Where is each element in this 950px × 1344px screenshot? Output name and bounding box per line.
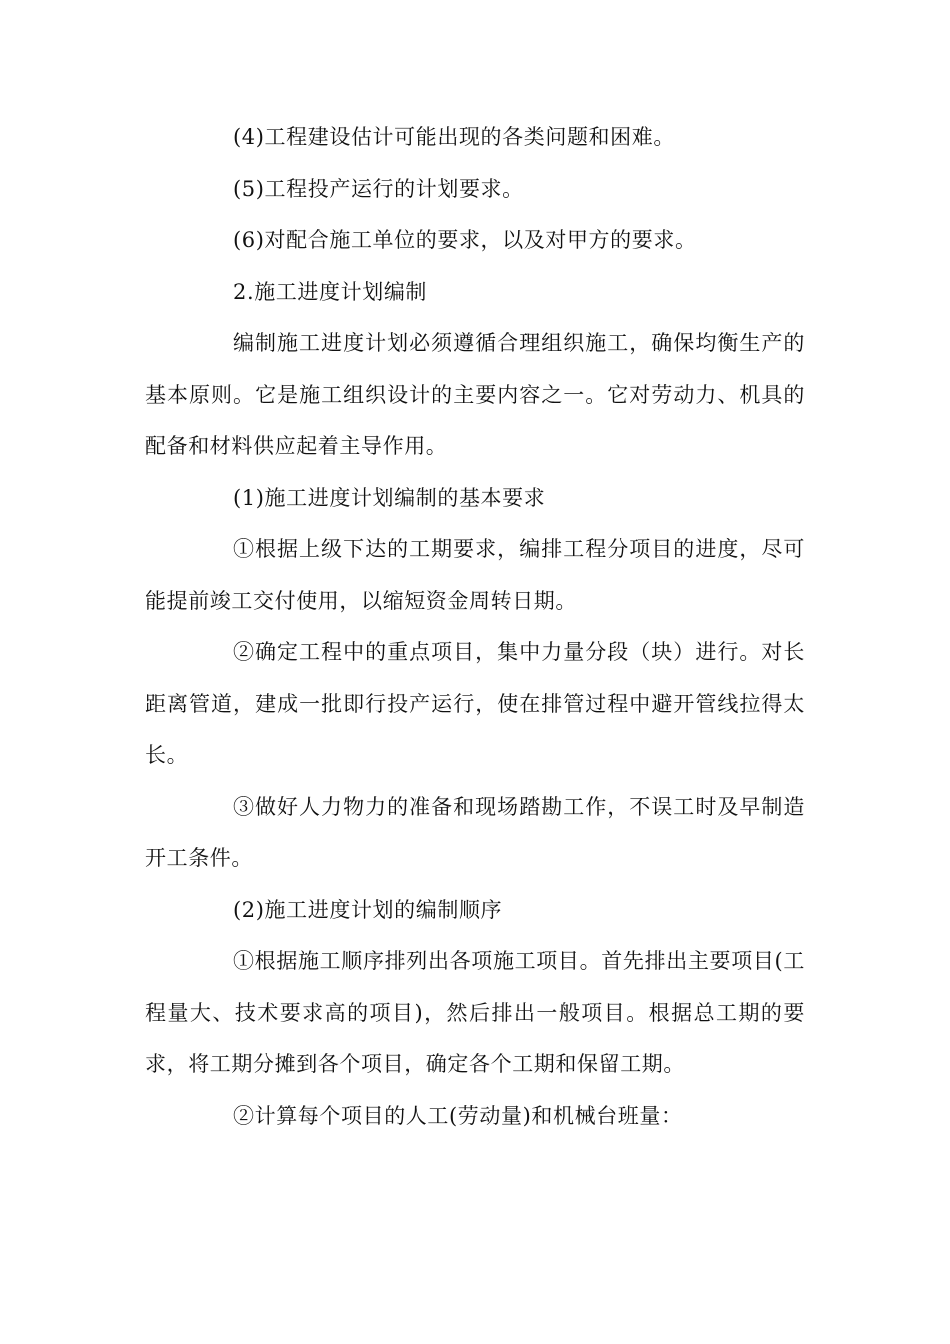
paragraph-requirement-3: ③做好人力物力的准备和现场踏勘工作，不误工时及早制造开工条件。 bbox=[145, 794, 805, 870]
subheading-basic-requirements: (1)施工进度计划编制的基本要求 bbox=[233, 485, 546, 510]
paragraph-order-2: ②计算每个项目的人工(劳动量)和机械台班量： bbox=[233, 1103, 683, 1128]
paragraph-requirement-1: ①根据上级下达的工期要求，编排工程分项目的进度，尽可能提前竣工交付使用，以缩短资金周转日期。 bbox=[145, 537, 805, 613]
subheading-compilation-order: (2)施工进度计划的编制顺序 bbox=[233, 897, 503, 922]
section-heading-2: 2.施工进度计划编制 bbox=[233, 279, 428, 304]
paragraph-principle: 编制施工进度计划必须遵循合理组织施工，确保均衡生产的基本原则。它是施工组织设计的主要内容之一。它对劳动力、机具的配备和材料供应起着主导作用。 bbox=[145, 331, 805, 458]
paragraph-item-6: (6)对配合施工单位的要求，以及对甲方的要求。 bbox=[233, 228, 697, 252]
paragraph-requirement-2: ②确定工程中的重点项目，集中力量分段（块）进行。对长距离管道，建成一批即行投产运行，使在排管过程中避开管线拉得太长。 bbox=[145, 640, 805, 767]
paragraph-order-1: ①根据施工顺序排列出各项施工项目。首先排出主要项目(工程量大、技术要求高的项目)，然后排出一般项目。根据总工期的要求，将工期分摊到各个项目，确定各个工期和保留工期。 bbox=[145, 949, 805, 1076]
paragraph-item-5: (5)工程投产运行的计划要求。 bbox=[233, 176, 524, 201]
document-body bbox=[145, 112, 805, 1142]
paragraph-item-4: (4)工程建设估计可能出现的各类问题和困难。 bbox=[233, 125, 675, 149]
